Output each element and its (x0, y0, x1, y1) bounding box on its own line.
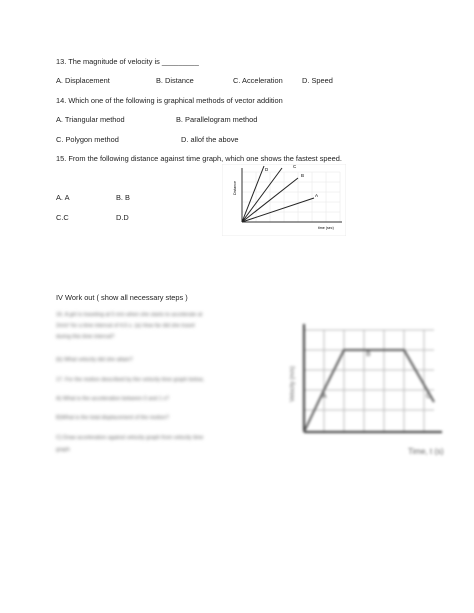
q13-option-d: D. Speed (302, 76, 333, 85)
q15-question: 15. From the following distance against time graph, which one shows the fastest speed. (56, 154, 342, 163)
q13-option-b: B. Distance (156, 76, 194, 85)
blurred-line-3: during this time interval? (56, 334, 115, 340)
q14-option-c: C. Polygon method (56, 135, 119, 144)
vt-point-c: C (426, 393, 432, 400)
q15-option-d: D.D (116, 213, 129, 222)
blurred-line-1: 16. A girl is traveling at 5 m/s when she starts to accelerate at (56, 312, 203, 318)
velocity-time-graph (282, 314, 452, 462)
blurred-line-9: graph (56, 447, 70, 453)
vt-y-label: Velocity (m/s) (290, 365, 296, 403)
q14-question: 14. Which one of the following is graphical methods of vector addition (56, 96, 283, 105)
vt-point-a: A (322, 393, 327, 400)
label-c: C (293, 164, 297, 169)
section-4-heading: IV Work out ( show all necessary steps ) (56, 293, 188, 302)
q13-option-c: C. Acceleration (233, 76, 283, 85)
blurred-line-8: C) Draw acceleration against velocity graph from velocity time (56, 435, 204, 441)
label-a: A (315, 193, 319, 198)
q15-option-a: A. A (56, 193, 70, 202)
blurred-line-4: (b) What velocity did she attain? (56, 357, 133, 363)
q13-question: 13. The magnitude of velocity is _________ (56, 57, 199, 66)
q14-option-b: B. Parallelogram method (176, 115, 258, 124)
q13-option-a: A. Displacement (56, 76, 110, 85)
blurred-line-2: 2m/s² for a time interval of 4.6 s. (a) How far did she travel (56, 323, 195, 329)
distance-time-graph (222, 164, 346, 236)
q15-option-c: C.C (56, 213, 69, 222)
vt-point-b: B (366, 351, 371, 358)
label-d: D (265, 167, 269, 172)
blurred-line-6: A) What is the acceleration between 0 and 1 s? (56, 396, 169, 402)
blurred-line-7: B)What is the total displacement of the motion? (56, 415, 169, 421)
y-axis-label: Distance (233, 181, 237, 195)
x-axis-label: time (sec) (318, 226, 334, 230)
q15-option-b: B. B (116, 193, 130, 202)
q14-option-d: D. allof the above (181, 135, 239, 144)
label-b: B (301, 173, 305, 178)
q14-option-a: A. Triangular method (56, 115, 125, 124)
vt-x-label: Time, t (s) (408, 447, 444, 456)
blurred-line-5: 17. For the motion described by the velocity time graph below, (56, 377, 205, 383)
